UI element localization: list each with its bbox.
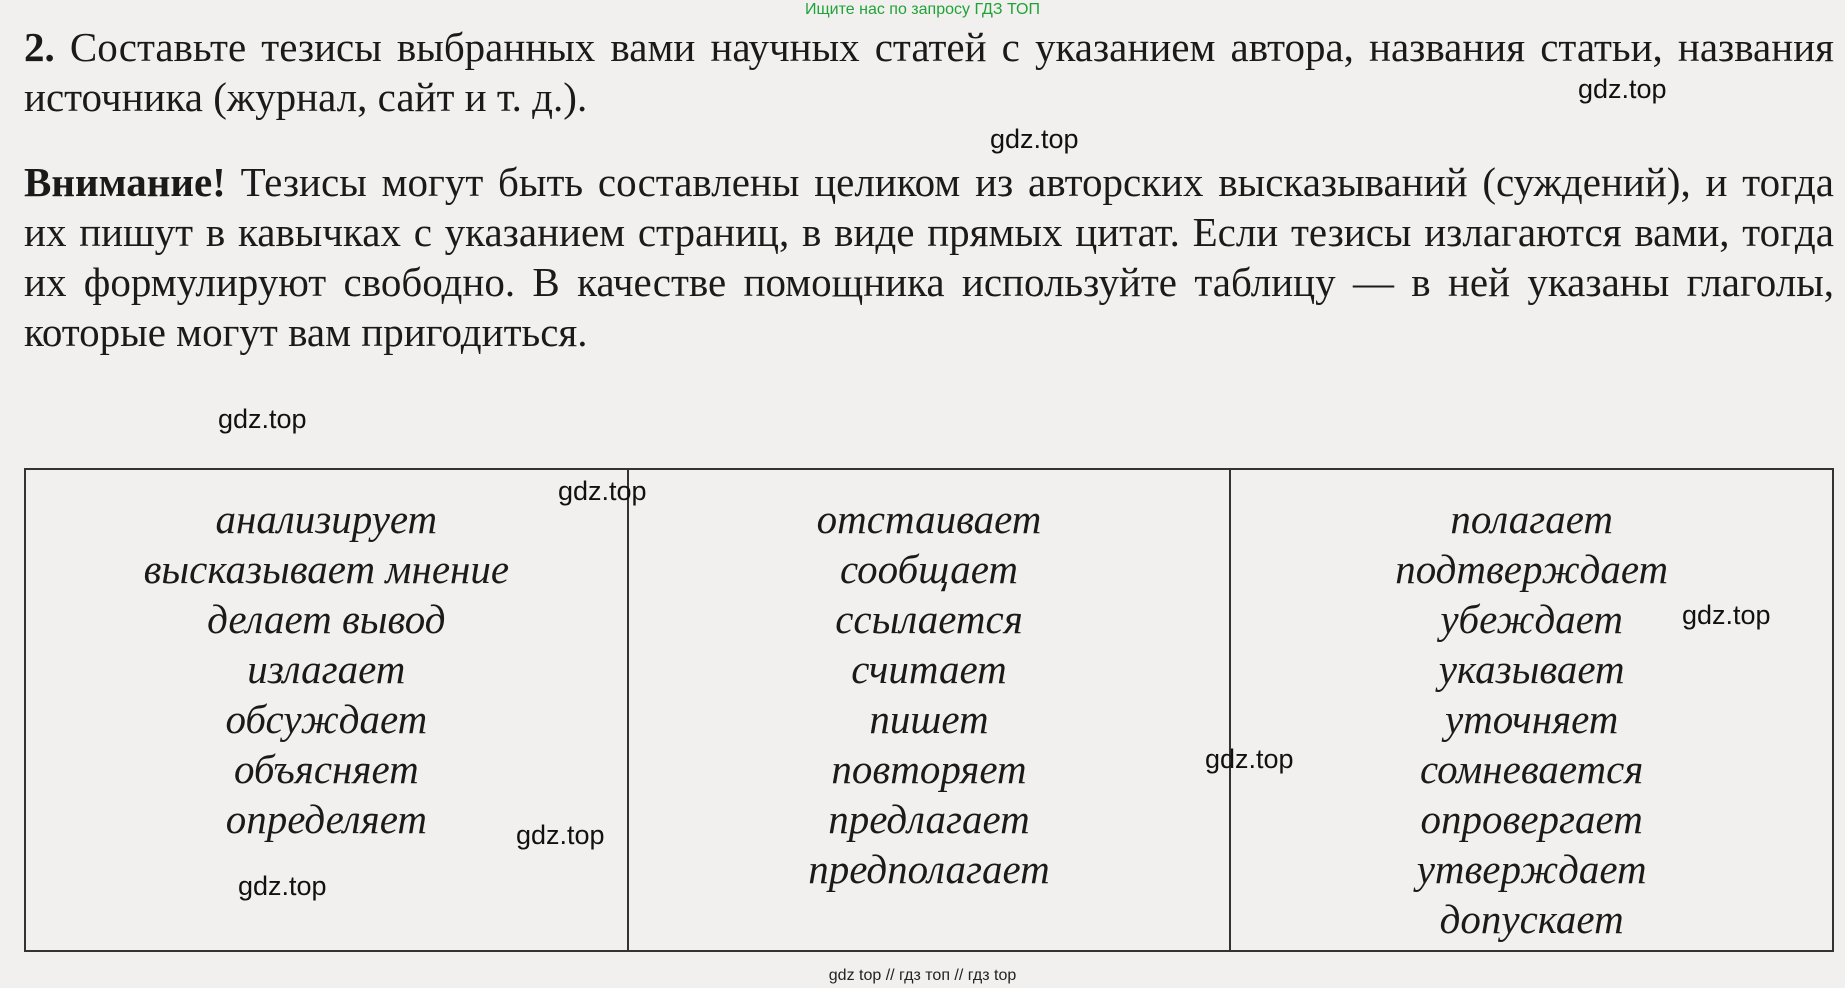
verb-item: убеждает [1440, 596, 1623, 642]
verb-item: сомневается [1420, 746, 1644, 792]
task-text: Составьте тезисы выбранных вами научных статей с указанием автора, названия статьи, названия источника (журнал, сайт и т. д.). [24, 24, 1835, 120]
watermark: gdz.top [1578, 74, 1667, 104]
verb-item: анализирует [215, 496, 438, 542]
verb-item: предполагает [808, 846, 1050, 892]
verb-item: уточняет [1444, 696, 1619, 742]
bottom-banner: gdz top // гдз топ // гдз top [828, 967, 1017, 984]
verb-item: полагает [1450, 496, 1613, 542]
verb-item: обсуждает [225, 696, 428, 742]
verb-item: пишет [869, 696, 989, 742]
verb-item: указывает [1438, 646, 1625, 692]
verb-item: подтверждает [1395, 546, 1669, 592]
verb-item: излагает [247, 646, 406, 692]
verb-item: определяет [225, 796, 427, 842]
verb-item: высказывает мнение [143, 546, 510, 592]
verb-item: повторяет [831, 746, 1027, 792]
verb-item: опровергает [1420, 796, 1643, 842]
task-paragraph [24, 22, 1834, 122]
verbs-column-2 [627, 470, 1230, 950]
task-number: 2. [24, 24, 55, 70]
note-lead: Внимание! [24, 159, 226, 205]
watermark: gdz.top [558, 476, 647, 506]
verb-item: отстаивает [816, 496, 1042, 542]
verb-item: сообщает [840, 546, 1018, 592]
note-paragraph [24, 157, 1834, 357]
verbs-column-3 [1229, 470, 1832, 950]
verb-item: считает [851, 646, 1007, 692]
top-banner: Ищите нас по запросу ГДЗ ТОП [805, 1, 1040, 18]
watermark: gdz.top [1682, 600, 1771, 630]
watermark: gdz.top [238, 871, 327, 901]
watermark: gdz.top [990, 124, 1079, 154]
verb-item: объясняет [233, 746, 419, 792]
verb-item: утверждает [1416, 846, 1647, 892]
verb-item: предлагает [828, 796, 1030, 842]
verb-item: допускает [1439, 896, 1624, 942]
watermark: gdz.top [516, 820, 605, 850]
watermark: gdz.top [218, 404, 307, 434]
verb-item: делает вывод [207, 596, 446, 642]
watermark: gdz.top [1205, 744, 1294, 774]
note-text: Тезисы могут быть составлены целиком из авторских высказываний (суждений), и тогда их пишут в кавычках с указанием страниц, в виде прямых цитат. Если тезисы излагаются вами, тогда их формулируют свободно. В качестве помощника используйте таблицу — в ней указаны глаголы, которые могут вам пригодиться. [24, 159, 1834, 355]
verb-item: ссылается [835, 596, 1023, 642]
